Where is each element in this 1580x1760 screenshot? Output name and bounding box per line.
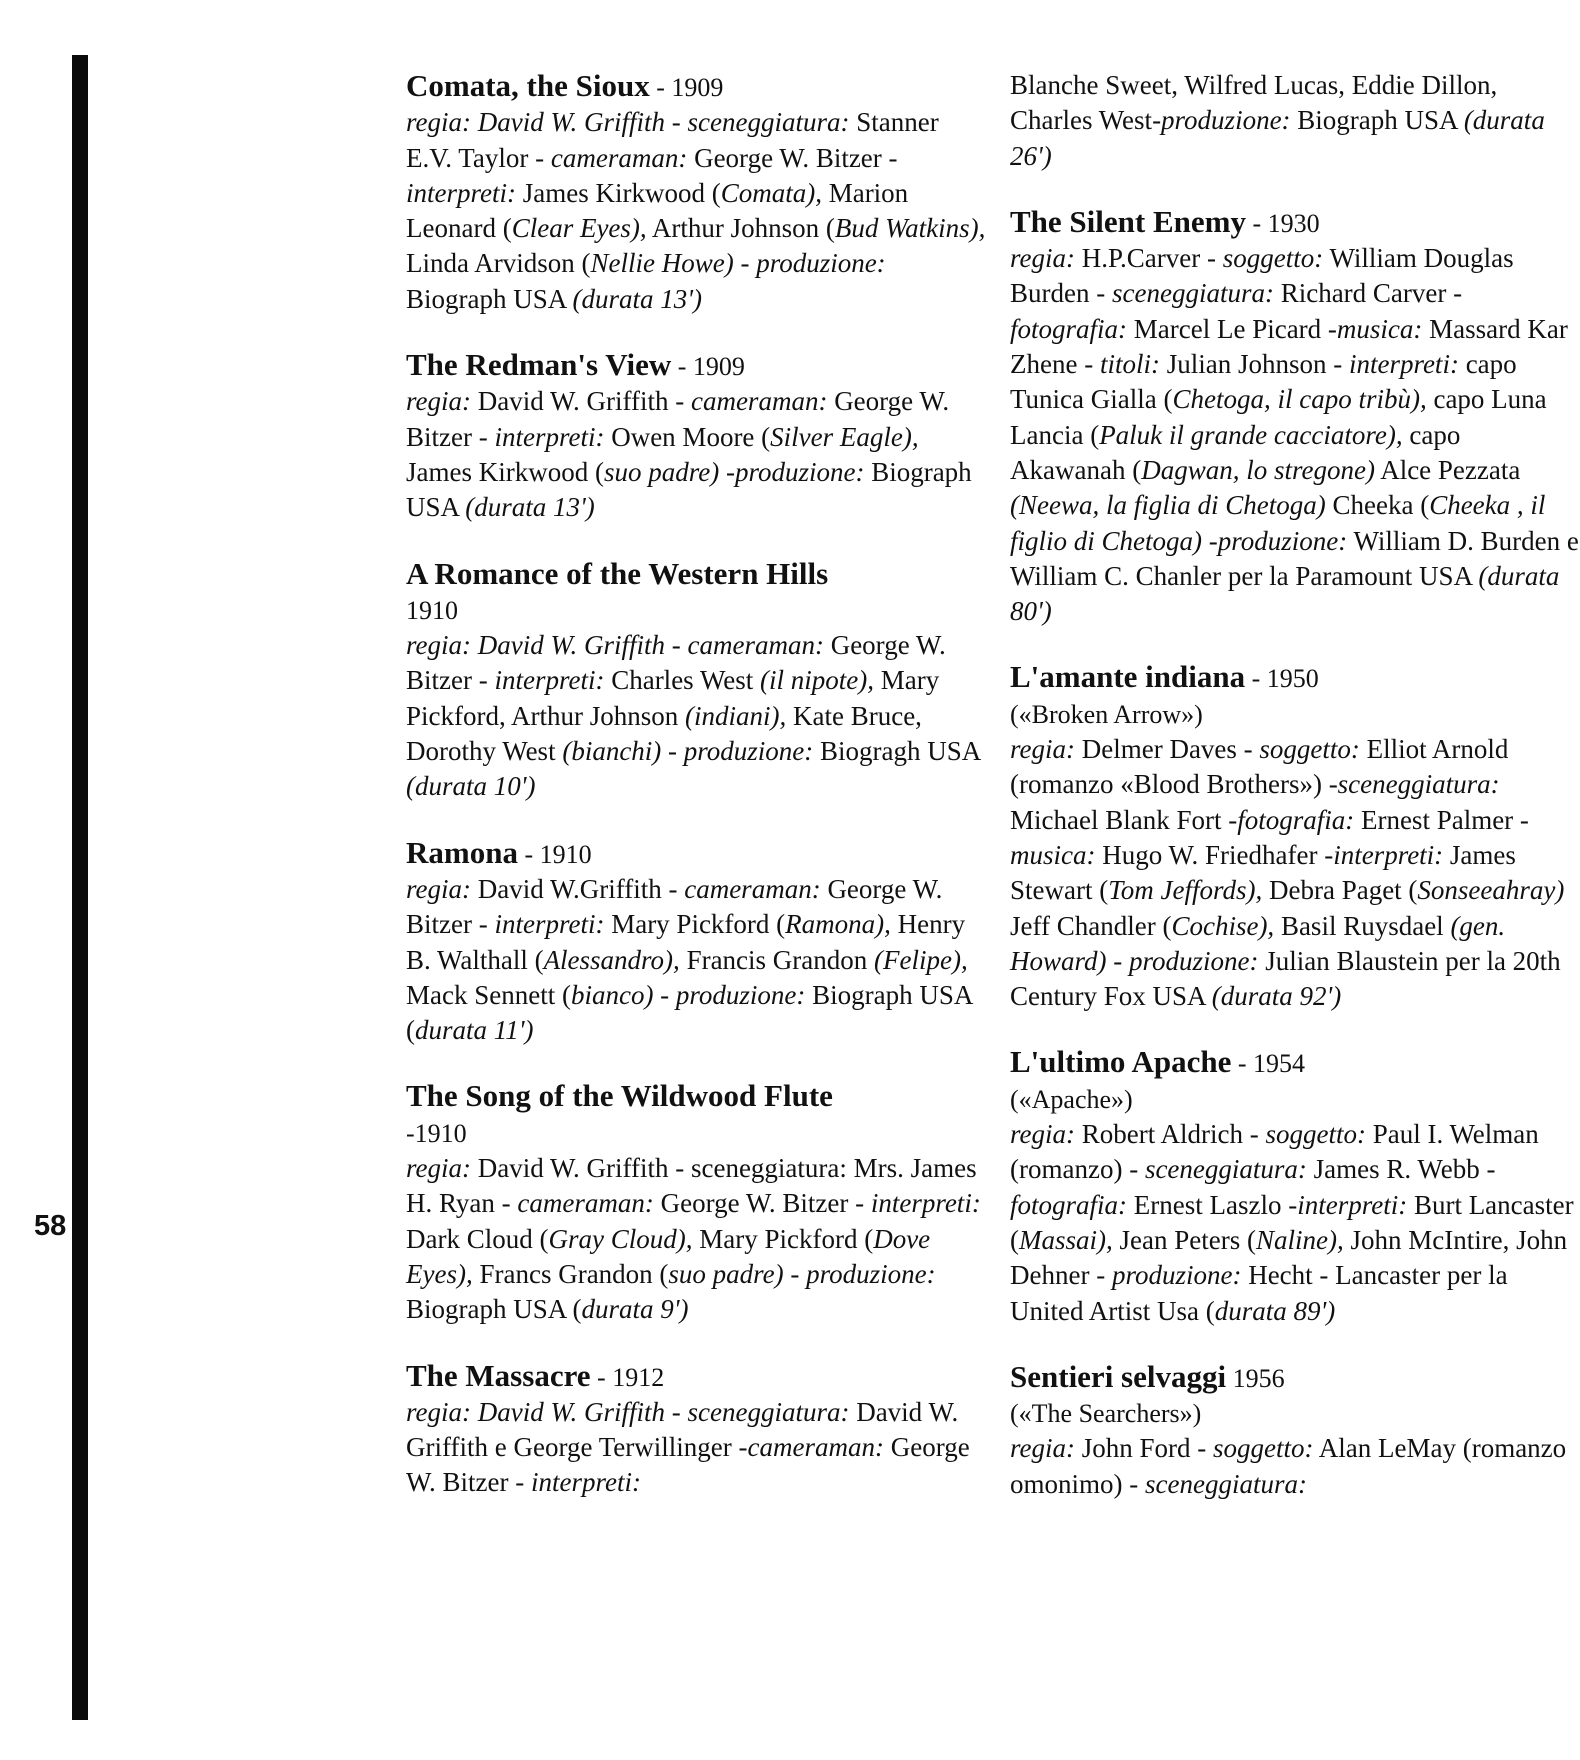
credit-text: Owen Moore ( <box>604 421 771 452</box>
credit-text: David W. Griffith - sceneggiatura: Mrs. James H. Ryan - <box>406 1153 977 1219</box>
credit-role: (indiani), <box>685 700 787 731</box>
film-title: Ramona <box>406 834 518 870</box>
credit-role: suo padre) -produzione: <box>603 456 865 487</box>
credit-text: Ernest Laszlo <box>1127 1189 1289 1220</box>
entry-heading <box>1010 204 1580 241</box>
credit-role: Paluk il grande cacciatore), <box>1099 419 1403 450</box>
film-year: - 1909 <box>671 352 745 382</box>
credit-text: Linda Arvidson ( <box>406 248 591 279</box>
credit-role: (Neewa, la figlia di Chetoga) <box>1010 490 1326 521</box>
credit-text: Delmer Daves - <box>1074 734 1260 765</box>
credit-text: John McIntire, John Dehner - <box>1010 1224 1568 1291</box>
film-title: The Massacre <box>406 1357 591 1393</box>
film-year: - 1954 <box>1231 1049 1306 1079</box>
entry-heading <box>406 68 986 105</box>
credit-role: -sceneggiatura: <box>1328 769 1500 800</box>
film-title: Comata, the Sioux <box>406 68 650 103</box>
film-title: The Song of the Wildwood Flute <box>406 1078 833 1114</box>
entry-heading <box>406 347 986 384</box>
credit-role: Cochise), <box>1171 910 1275 941</box>
credit-text: Biograph USA <box>1290 105 1464 136</box>
credit-text: David W. Griffith e George Terwillinger <box>406 1396 959 1463</box>
credit-role: regia: David W. Griffith - cameraman: <box>406 630 824 661</box>
credit-role: Sonseeahray) <box>1417 875 1565 906</box>
credit-role: -fotografia: <box>1228 804 1355 835</box>
credit-role: interpreti: <box>494 909 605 940</box>
credit-text: James Kirkwood ( <box>406 456 604 487</box>
credit-text: James Stewart ( <box>1010 839 1516 906</box>
credit-role: -musica: <box>1327 313 1423 344</box>
credit-text: Massard Kar Zhene - <box>1010 313 1568 380</box>
credit-role: regia: <box>1010 243 1075 274</box>
entry-heading <box>1010 1044 1580 1081</box>
credit-role: -cameraman: <box>738 1432 884 1463</box>
credit-role: Cheeka , il figlio di Chetoga) -produzione: <box>1010 490 1546 556</box>
credit-text: Paul I. Welman (romanzo) - <box>1010 1119 1539 1185</box>
film-entry <box>406 835 986 1049</box>
film-year: 1910 <box>406 595 458 625</box>
credit-text: Cheeka ( <box>1325 490 1430 521</box>
film-title: Sentieri selvaggi <box>1010 1358 1227 1394</box>
film-entry <box>1010 1359 1580 1502</box>
film-entry <box>406 556 986 805</box>
credit-role: -produzione: <box>1152 105 1291 136</box>
credit-text: George W. Bitzer - <box>406 1432 970 1498</box>
credit-role: durata 11') <box>415 1015 534 1046</box>
credit-text: George W. Bitzer - <box>406 630 946 696</box>
credit-role: soggetto: <box>1213 1433 1314 1464</box>
credit-role: Nellie Howe) - produzione: <box>590 248 886 279</box>
credit-role: fotografia: <box>1010 313 1128 344</box>
credit-role: sceneggiatura: <box>1111 278 1274 309</box>
film-year: 1956 <box>1226 1363 1285 1393</box>
credit-text: capo Akawanah ( <box>1010 419 1461 485</box>
credit-text: William Douglas Burden - <box>1010 243 1514 309</box>
credit-role: Gray Cloud), <box>548 1223 693 1254</box>
credit-role: (gen. Howard) - produzione: <box>1010 910 1506 976</box>
credit-role: Comata), <box>720 177 822 208</box>
credit-role: produzione: <box>1111 1260 1242 1291</box>
original-title: («Apache») <box>1010 1084 1133 1114</box>
film-year: - 1930 <box>1245 208 1320 238</box>
entry-heading <box>406 835 986 872</box>
credit-text: George W. Bitzer - <box>687 142 898 173</box>
film-year: - 1950 <box>1245 664 1319 694</box>
credit-text: Stanner E.V. Taylor - <box>406 107 939 173</box>
credit-text: Biograph USA <box>406 283 573 314</box>
credit-role: (durata 13') <box>572 283 703 314</box>
credit-text: George W. Bitzer - <box>406 873 943 940</box>
credit-role: regia: <box>1010 734 1075 765</box>
credit-text: Basil Ruysdael <box>1274 910 1451 941</box>
credit-text: Henry B. Walthall ( <box>406 909 966 975</box>
credit-text: Julian Blaustein per la 20th Century Fox USA <box>1010 945 1561 1012</box>
credit-role: soggetto: <box>1259 734 1360 765</box>
credit-text: capo Tunica Gialla ( <box>1010 349 1517 415</box>
credit-text: George W. Bitzer - <box>406 386 950 452</box>
credit-role: durata 89') <box>1214 1295 1336 1326</box>
credit-role: sceneggiatura: <box>1145 1468 1307 1499</box>
entry-credits <box>1010 241 1580 629</box>
credit-role: Dagwan, lo stregone) <box>1141 454 1375 485</box>
entry-credits <box>406 1151 986 1327</box>
credit-text: Biograph USA ( <box>406 979 972 1046</box>
credit-role: (durata 26') <box>1010 105 1545 171</box>
year-line <box>406 1116 986 1151</box>
credit-role: regia: <box>1010 1119 1075 1150</box>
credit-role: (durata 10') <box>406 771 536 802</box>
credit-role: (Felipe), <box>874 944 968 975</box>
credit-role: interpreti: <box>530 1467 641 1498</box>
page-number: 58 <box>34 1210 67 1242</box>
credit-text: Jean Peters ( <box>1112 1224 1256 1255</box>
entry-heading <box>1010 659 1580 696</box>
credit-role: interpreti: <box>494 665 605 696</box>
credit-text: Kate Bruce, Dorothy West <box>406 700 922 767</box>
credit-text: Blanche Sweet, Wilfred Lucas, Eddie Dillon, Charles West <box>1010 70 1498 136</box>
credit-role: Alessandro), <box>543 944 680 975</box>
entry-credits <box>1010 1117 1580 1329</box>
film-title: A Romance of the Western Hills <box>406 555 829 591</box>
credit-text: Hecht - Lancaster per la United Artist Usa ( <box>1010 1260 1508 1326</box>
credit-role: (durata 80') <box>1010 560 1560 627</box>
left-column <box>406 68 986 1531</box>
original-title: («The Searchers») <box>1010 1399 1202 1429</box>
film-entry <box>1010 659 1580 1014</box>
credit-role: fotografia: <box>1010 1189 1128 1220</box>
credit-text: David W.Griffith - <box>470 873 685 904</box>
film-entry <box>1010 1044 1580 1328</box>
credit-text: William D. Burden e William C. Chanler per la Paramount USA <box>1010 525 1579 591</box>
credit-text: Robert Aldrich - <box>1074 1119 1266 1150</box>
credit-role: regia: <box>406 1153 471 1184</box>
credit-text: Charles West <box>604 665 761 696</box>
credit-text: Richard Carver - <box>1273 278 1463 309</box>
credit-role: durata 9') <box>581 1294 689 1325</box>
credit-role: Dove Eyes), <box>406 1223 931 1289</box>
credit-role: soggetto: <box>1265 1119 1366 1150</box>
film-title: L'ultimo Apache <box>1010 1044 1232 1080</box>
film-title: The Redman's View <box>406 347 672 383</box>
credit-text: Arthur Johnson ( <box>646 213 835 244</box>
film-year: - 1910 <box>517 839 592 869</box>
credit-role: regia: <box>406 386 471 417</box>
film-entry <box>406 68 986 317</box>
credit-role: Bud Watkins), <box>834 213 986 244</box>
margin-rule <box>72 55 88 1720</box>
credit-role: (bianchi) - produzione: <box>562 736 814 767</box>
credit-role: sceneggiatura: <box>1144 1154 1307 1185</box>
film-entry <box>406 1078 986 1327</box>
credit-role: cameraman: <box>690 386 828 417</box>
credit-role: cameraman: <box>550 142 688 173</box>
film-title: The Silent Enemy <box>1010 203 1246 239</box>
entry-credits <box>1010 1431 1580 1502</box>
credit-text: Mack Sennett ( <box>406 979 571 1010</box>
credit-text: Biogragh USA <box>813 736 980 767</box>
entry-credits <box>1010 732 1580 1014</box>
credit-role: bianco) - produzione: <box>570 979 806 1010</box>
credit-text: Debra Paget ( <box>1262 875 1418 906</box>
credit-role: interpreti: <box>870 1188 981 1219</box>
credit-text: H.P.Carver - <box>1074 243 1223 274</box>
credit-role: musica: <box>1010 839 1096 870</box>
credit-text: Mary Pickford, Arthur Johnson <box>406 665 940 731</box>
credit-text: Marion Leonard ( <box>406 177 909 244</box>
credit-text: Ernest Palmer - <box>1354 804 1529 835</box>
credit-text: Alan LeMay (romanzo omonimo) - <box>1010 1433 1567 1499</box>
entry-credits <box>406 384 986 525</box>
credit-role: -interpreti: <box>1324 839 1444 870</box>
credit-role: interpreti: <box>494 421 605 452</box>
credit-text: James R. Webb - <box>1306 1154 1496 1185</box>
film-entry <box>406 347 986 525</box>
credit-role: Massai), <box>1019 1224 1113 1255</box>
credit-role: suo padre) - produzione: <box>668 1258 936 1289</box>
credit-text: James Kirkwood ( <box>515 177 721 208</box>
right-column <box>1010 68 1580 1532</box>
credit-text: Julian Johnson - <box>1159 349 1349 380</box>
credit-role: interpreti: <box>406 177 516 208</box>
credit-role: regia: <box>1010 1433 1075 1464</box>
credit-text: Elliot Arnold (romanzo «Blood Brothers») <box>1010 734 1509 800</box>
credit-role: interpreti: <box>1348 349 1459 380</box>
entry-credits <box>406 628 986 804</box>
credit-role: Silver Eagle), <box>770 421 919 452</box>
credit-text: Biograph USA ( <box>406 1294 582 1325</box>
film-entry <box>406 1358 986 1501</box>
entry-credits <box>406 105 986 317</box>
film-year: - 1909 <box>649 73 724 102</box>
entry-heading <box>1010 1359 1580 1396</box>
credit-text: Francs Grandon ( <box>472 1258 669 1289</box>
entry-credits <box>1010 68 1580 174</box>
film-year: -1910 <box>406 1118 467 1148</box>
credit-role: (durata 13') <box>465 492 595 523</box>
entry-heading <box>406 556 986 593</box>
credit-text: Francis Grandon <box>679 944 875 975</box>
credit-role: Chetoga, il capo tribù), <box>1172 384 1427 415</box>
credit-role: Clear Eyes), <box>511 213 647 244</box>
film-title: L'amante indiana <box>1010 659 1246 695</box>
credit-text: capo Luna Lancia ( <box>1010 384 1547 450</box>
original-title: («Broken Arrow») <box>1010 699 1203 729</box>
credit-text: John Ford - <box>1074 1433 1213 1464</box>
credit-text: Michael Blank Fort <box>1010 804 1229 835</box>
credit-role: Tom Jeffords), <box>1108 875 1263 906</box>
continued-credits <box>1010 68 1580 174</box>
credit-role: titoli: <box>1099 349 1160 380</box>
entry-heading <box>406 1358 986 1395</box>
credit-text: Jeff Chandler ( <box>1010 910 1172 941</box>
credit-text: Burt Lancaster ( <box>1010 1189 1574 1255</box>
credit-text: David W. Griffith - <box>470 386 691 417</box>
credit-role: Ramona), <box>785 909 891 940</box>
film-year: - 1912 <box>590 1362 665 1392</box>
credit-text: Mary Pickford ( <box>604 909 786 940</box>
credit-role: cameraman: <box>517 1188 654 1219</box>
credit-text: George W. Bitzer - <box>653 1188 871 1219</box>
credit-role: -interpreti: <box>1288 1189 1408 1220</box>
credit-role: (il nipote), <box>760 665 874 696</box>
credit-text: Dark Cloud ( <box>406 1223 549 1254</box>
credit-text: Marcel Le Picard <box>1127 313 1328 344</box>
film-entry <box>1010 204 1580 630</box>
entry-credits <box>406 1395 986 1501</box>
credit-text: Alce Pezzata <box>1374 454 1521 485</box>
credit-role: (durata 92') <box>1211 981 1342 1012</box>
credit-text: Hugo W. Friedhafer <box>1095 839 1325 870</box>
credit-text: Biograph USA <box>406 456 972 523</box>
credit-text: Mary Pickford ( <box>692 1223 874 1254</box>
credit-role: cameraman: <box>684 873 821 904</box>
entry-credits <box>406 872 986 1048</box>
credit-role: Naline), <box>1255 1224 1344 1255</box>
year-line <box>406 593 986 628</box>
credit-role: regia: <box>406 873 471 904</box>
credit-role: soggetto: <box>1222 243 1324 274</box>
entry-heading <box>406 1078 986 1115</box>
credit-role: regia: David W. Griffith - sceneggiatura: <box>406 1396 850 1427</box>
credit-role: regia: David W. Griffith - sceneggiatura: <box>406 107 850 138</box>
